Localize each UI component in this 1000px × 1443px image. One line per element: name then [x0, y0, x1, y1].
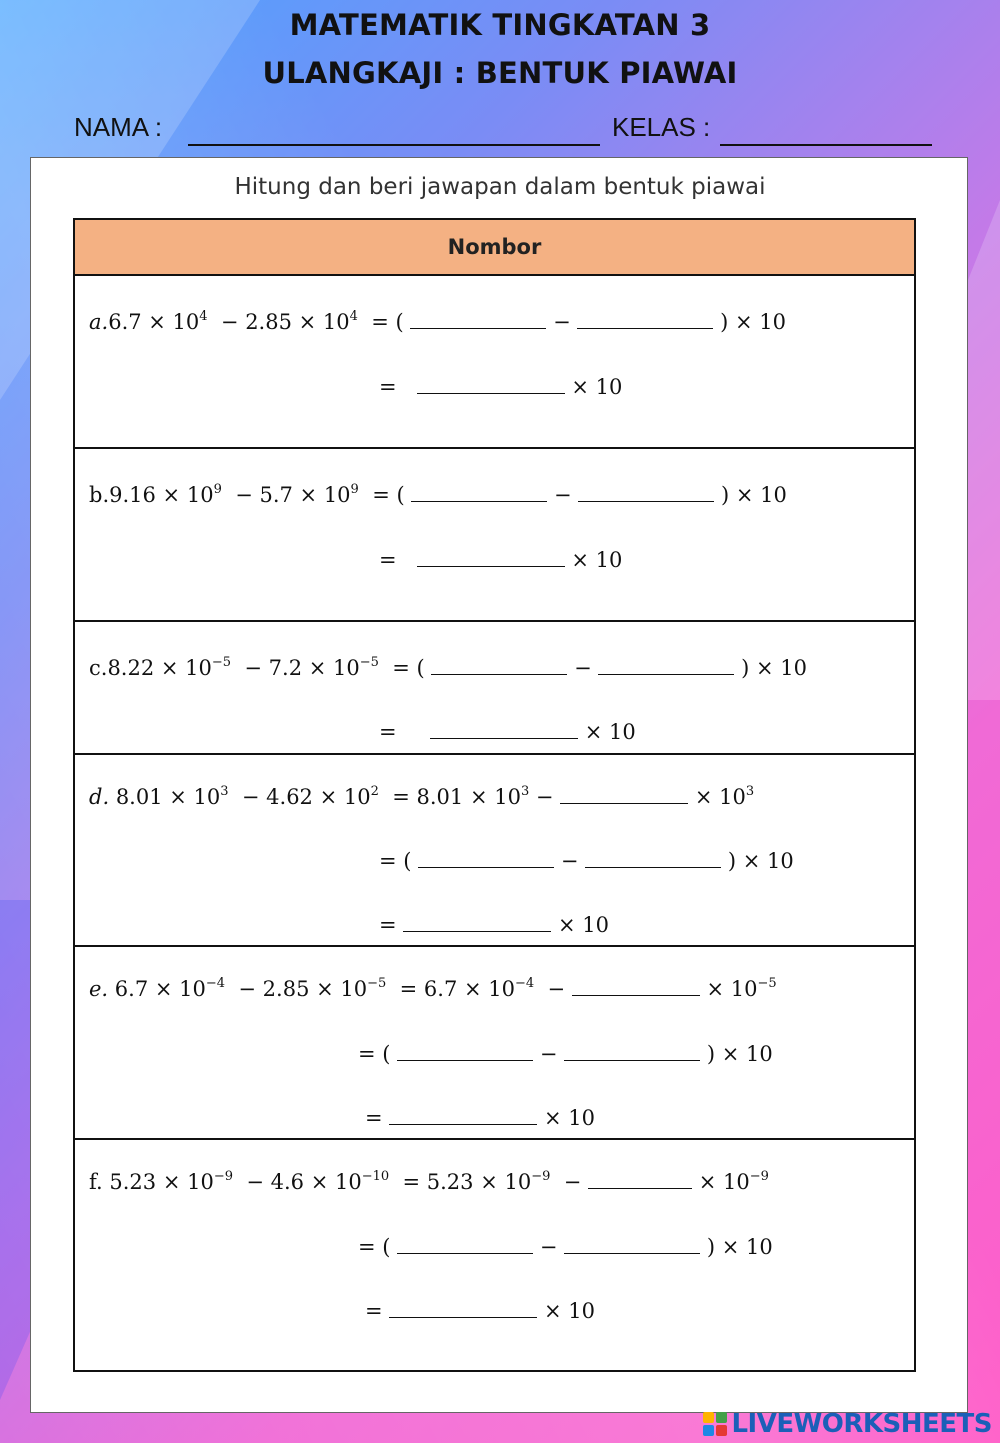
table-row: $b.9.16 \times 10^9 - 5.7 \times 10^9$ = ( − ) × 10 = × 10	[74, 448, 915, 621]
table-row: f. $5.23 \times 10^{-9} - 4.6 \times 10^{-10} = 5.23 \times 10^{-9}$ − × $10^{-9}$ = ( − ) × 10 = × 10	[74, 1139, 915, 1371]
worksheet-subtitle: ULANGKAJI : BENTUK PIAWAI	[262, 56, 738, 90]
answer-blank[interactable]	[389, 1106, 537, 1125]
answer-blank[interactable]	[560, 785, 688, 804]
answer-blank[interactable]	[564, 1235, 700, 1254]
instruction-text: Hitung dan beri jawapan dalam bentuk piawai	[234, 174, 766, 200]
class-label: KELAS :	[612, 112, 711, 142]
questions-table	[73, 218, 916, 1372]
question-label: f.	[89, 1170, 103, 1194]
liveworksheets-wordmark: LIVEWORKSHEETS	[731, 1409, 992, 1439]
answer-blank[interactable]	[564, 1042, 700, 1061]
answer-blank[interactable]	[430, 720, 578, 739]
answer-blank[interactable]	[411, 483, 547, 502]
table-header: Nombor	[74, 219, 915, 275]
answer-blank[interactable]	[578, 483, 714, 502]
answer-blank[interactable]	[577, 310, 713, 329]
question-label: c.	[89, 656, 108, 680]
answer-blank[interactable]	[588, 1170, 692, 1189]
question-label: b.	[89, 483, 110, 507]
table-row: $c.8.22 \times 10^{-5} - 7.2 \times 10^{-5}$ = ( − ) × 10 = × 10	[74, 621, 915, 754]
name-label: NAMA :	[74, 112, 163, 142]
question-label: d.	[89, 785, 110, 809]
table-row: $a.6.7 \times 10^4 - 2.85 \times 10^4$ = ( − ) × 10 = × 10	[74, 275, 915, 448]
answer-blank[interactable]	[397, 1042, 533, 1061]
answer-blank[interactable]	[417, 548, 565, 567]
name-field[interactable]	[188, 144, 600, 146]
answer-blank[interactable]	[397, 1235, 533, 1254]
question-label: e.	[89, 977, 109, 1001]
class-field[interactable]	[720, 144, 932, 146]
answer-blank[interactable]	[585, 849, 721, 868]
table-row: d. $8.01 \times 10^3 - 4.62 \times 10^2 = 8.01 \times 10^3$ − × $10^3$ = ( − ) × 10 = × 10	[74, 754, 915, 946]
answer-blank[interactable]	[418, 849, 554, 868]
table-row: e. $6.7 \times 10^{-4} - 2.85 \times 10^{-5} = 6.7 \times 10^{-4}$ − × $10^{-5}$ = ( − ) × 10 = × 10	[74, 946, 915, 1139]
answer-blank[interactable]	[598, 656, 734, 675]
answer-blank[interactable]	[572, 977, 700, 996]
answer-blank[interactable]	[431, 656, 567, 675]
worksheet-title: MATEMATIK TINGKATAN 3	[289, 8, 711, 42]
liveworksheets-logo	[703, 1409, 992, 1439]
answer-blank[interactable]	[389, 1299, 537, 1318]
worksheet-panel	[30, 157, 968, 1413]
question-label: a.	[89, 310, 109, 334]
answer-blank[interactable]	[403, 913, 551, 932]
liveworksheets-icon	[703, 1412, 727, 1436]
answer-blank[interactable]	[410, 310, 546, 329]
answer-blank[interactable]	[417, 375, 565, 394]
name-class-row	[74, 110, 954, 150]
